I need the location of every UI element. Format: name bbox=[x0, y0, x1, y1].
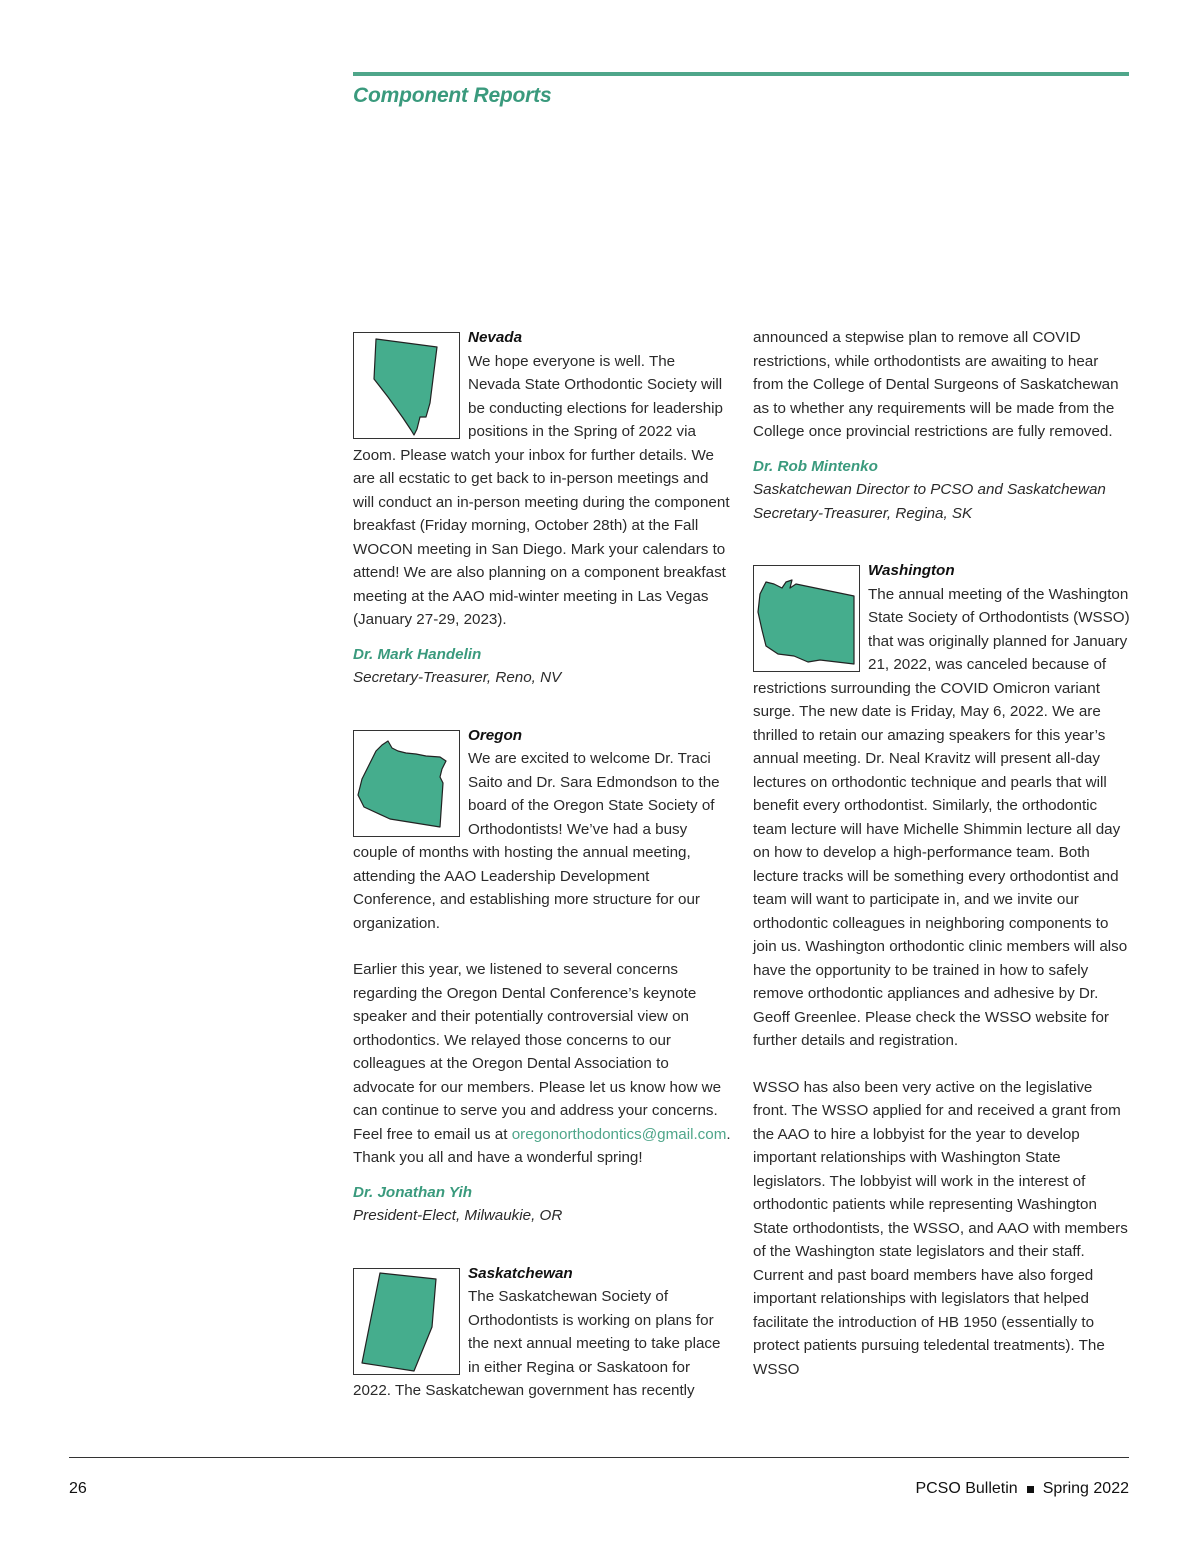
header-rule bbox=[353, 72, 1129, 76]
report-saskatchewan bbox=[353, 1262, 731, 1403]
saskatchewan-body-1: The Saskatchewan Society of Orthodontists is working on plans for the next annual meeting to take place in either Regina or Saskatoon for 2022. The Saskatchewan government has recently bbox=[353, 1288, 721, 1399]
publication-name: PCSO Bulletin bbox=[915, 1480, 1018, 1497]
nevada-body: We hope everyone is well. The Nevada State Orthodontic Society will be conducting elections for leadership positions in the Spring of 2022 via Zoom. Please watch your inbox for further details. We are all ecstatic to get back to in-person meetings and will conduct an in-person meeting during the component breakfast (Friday morning, October 28th) at the Fall WOCON meeting in San Diego. Mark your calendars to attend! We are also planning on a component breakfast meeting at the AAO mid-winter meeting in Las Vegas (January 27-29, 2023). bbox=[353, 352, 730, 628]
footer-publication bbox=[915, 1480, 1129, 1498]
report-nevada bbox=[353, 326, 731, 690]
oregon-author: Dr. Jonathan Yih bbox=[353, 1183, 472, 1201]
report-oregon bbox=[353, 724, 731, 1228]
saskatchewan-author: Dr. Rob Mintenko bbox=[753, 457, 878, 475]
report-saskatchewan-continued bbox=[753, 326, 1131, 525]
oregon-body-2-end: . Thank you all and have a wonderful spring! bbox=[353, 1125, 731, 1166]
left-column bbox=[353, 326, 731, 1403]
oregon-body-2 bbox=[353, 958, 731, 1170]
nevada-state-map-icon bbox=[353, 332, 460, 439]
page-number: 26 bbox=[69, 1480, 87, 1497]
state-heading-nevada: Nevada bbox=[468, 329, 523, 346]
oregon-body-2-text: Earlier this year, we listened to several concerns regarding the Oregon Dental Conference’s keynote speaker and their potentially controversial view on orthodontics. We relayed those concerns to our colleagues at the Oregon Dental Association to advocate for our members. Please let us know how we can continue to serve you and address your concerns. Feel free to email us at bbox=[353, 961, 722, 1143]
oregon-state-map-icon bbox=[353, 730, 460, 837]
saskatchewan-body-continued: announced a stepwise plan to remove all COVID restrictions, while orthodontists are awaiting to hear from the College of Dental Surgeons of Saskatchewan as to whether any requirements will be made from the College once provincial restrictions are fully removed. bbox=[753, 329, 1119, 440]
nevada-author: Dr. Mark Handelin bbox=[353, 645, 482, 663]
oregon-author-title: President-Elect, Milwaukie, OR bbox=[353, 1207, 563, 1224]
separator-square-icon bbox=[1027, 1486, 1034, 1493]
issue-date: Spring 2022 bbox=[1042, 1480, 1129, 1497]
washington-body-1: The annual meeting of the Washington State Society of Orthodontists (WSSO) that was originally planned for January 21, 2022, was canceled because of restrictions surrounding the COVID Omicron variant surge. The new date is Friday, May 6, 2022. We are thrilled to retain our amazing speakers for this year’s annual meeting. Dr. Neal Kravitz will present all-day lectures on orthodontic technique and pearls that will benefit every orthodontist. Similarly, the orthodontic team lecture will have Michelle Shimmin lecture all day on how to develop a high-performance team. Both lecture tracks will be something every orthodontist and team will want to participate in, and we invite our orthodontic colleagues in neighboring components to join us. Washington orthodontic clinic members will also have the opportunity to be trained in how to safely remove orthodontic appliances and adhesive by Dr. Geoff Greenlee. Please check the WSSO website for further details and registration. bbox=[753, 585, 1130, 1049]
section-title: Component Reports bbox=[353, 84, 552, 107]
washington-state-map-icon bbox=[753, 565, 860, 672]
footer-rule bbox=[69, 1457, 1129, 1458]
oregon-email-link[interactable]: oregonorthodontics@gmail.com bbox=[511, 1125, 727, 1143]
state-heading-oregon: Oregon bbox=[468, 726, 523, 744]
washington-body-2: WSSO has also been very active on the legislative front. The WSSO applied for and received a grant from the AAO to hire a lobbyist for the year to develop important relationships with Washington State legislators. The lobbyist will work in the interest of orthodontic patients while representing Washington State orthodontists, the WSSO, and AAO with members of the Washington state legislators and their staff. Current and past board members have also forged important relationships with legislators that helped facilitate the introduction of HB 1950 (essentially to protect patients pursuing teledental treatments). The WSSO bbox=[753, 1078, 1128, 1378]
saskatchewan-author-title: Saskatchewan Director to PCSO and Saskatchewan Secretary-Treasurer, Regina, SK bbox=[753, 481, 1106, 522]
oregon-body-1: We are excited to welcome Dr. Traci Saito and Dr. Sara Edmondson to the board of the Oregon State Society of Orthodontists! We’ve had a busy couple of months with hosting the annual meeting, attending the AAO Leadership Development Conference, and establishing more structure for our organization. bbox=[353, 750, 720, 932]
saskatchewan-province-map-icon bbox=[353, 1268, 460, 1375]
state-heading-saskatchewan: Saskatchewan bbox=[468, 1264, 573, 1282]
report-washington bbox=[753, 559, 1131, 1381]
right-column bbox=[753, 326, 1131, 1381]
nevada-author-title: Secretary-Treasurer, Reno, NV bbox=[353, 669, 562, 686]
state-heading-washington: Washington bbox=[868, 562, 955, 579]
